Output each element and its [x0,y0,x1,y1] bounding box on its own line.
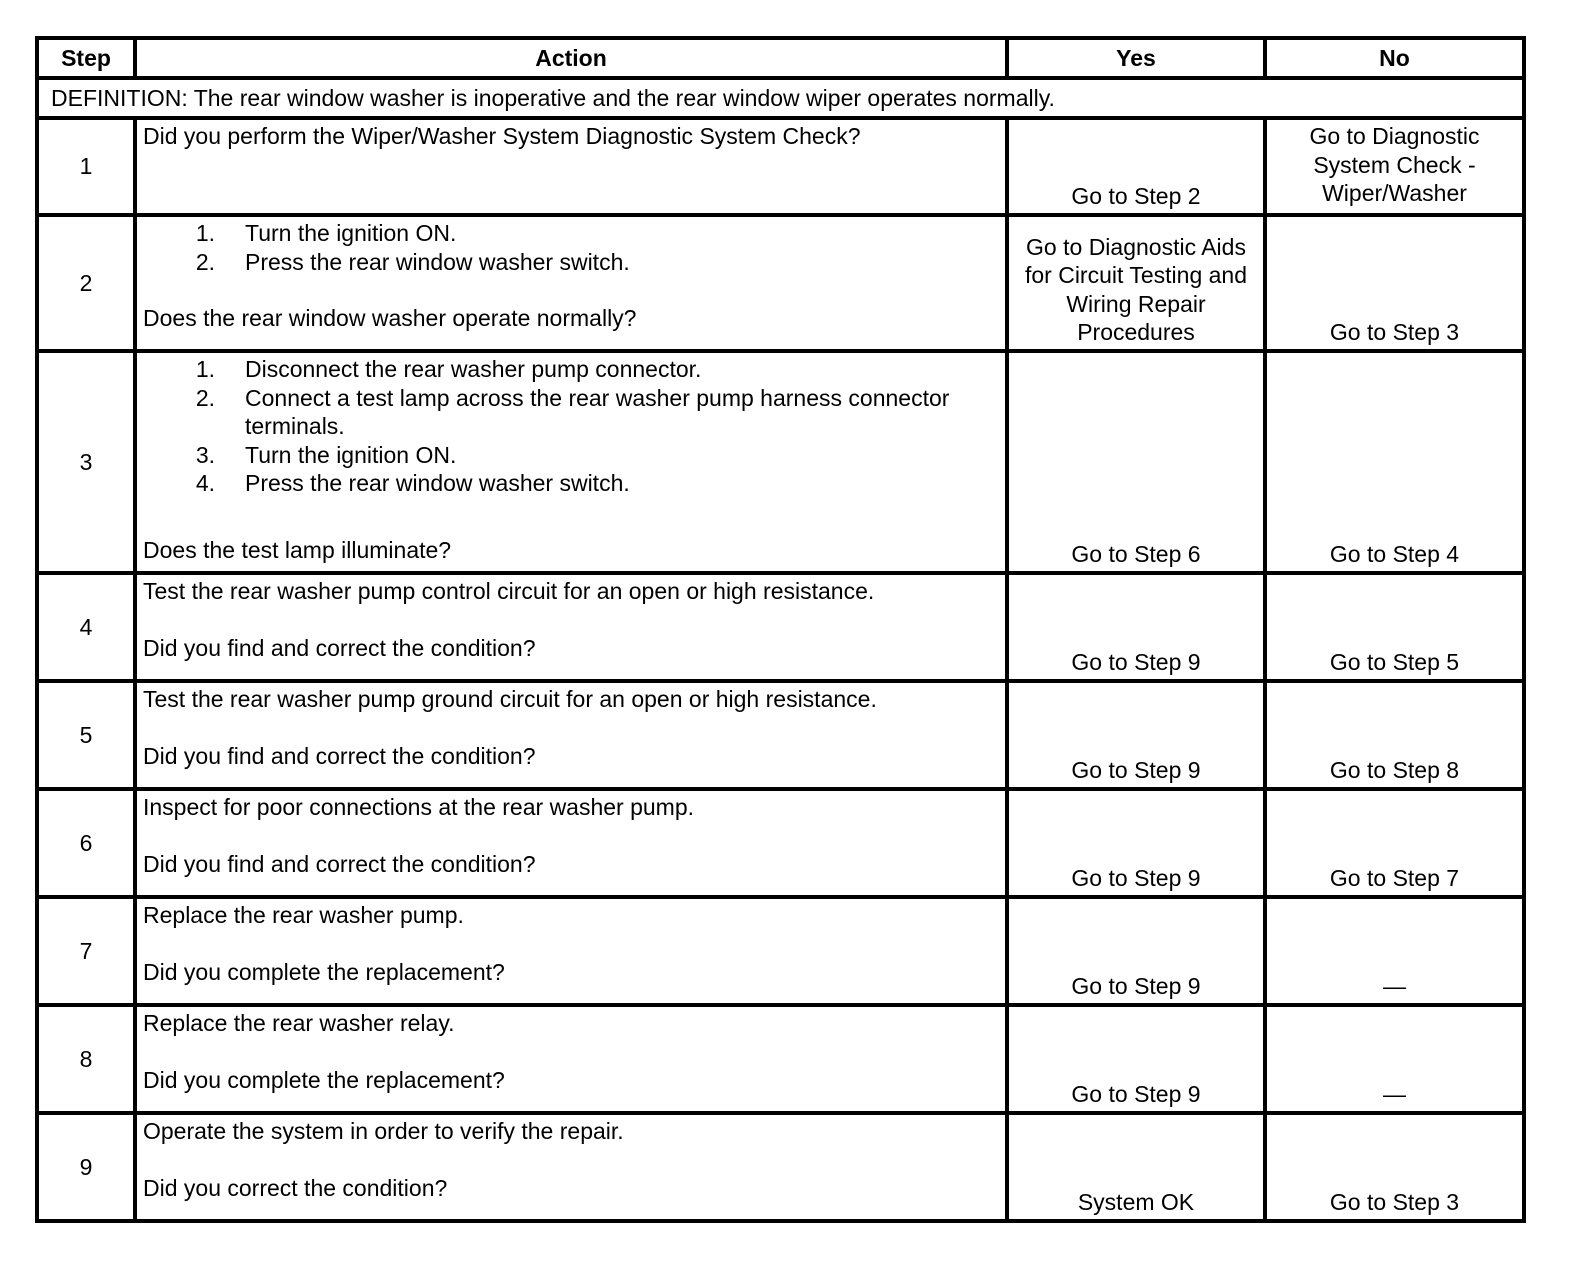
table-row [37,573,1524,681]
table-row [37,118,1524,215]
question-text: Did you correct the condition? [143,1174,448,1201]
yes-cell: Go to Step 9 [1007,1005,1265,1113]
header-action: Action [135,38,1007,78]
step-number: 6 [37,789,135,897]
table-row [37,351,1524,573]
step-number: 5 [37,681,135,789]
yes-cell: Go to Step 9 [1007,897,1265,1005]
definition-row [37,78,1524,118]
yes-cell: Go to Step 9 [1007,573,1265,681]
question-text: Did you find and correct the condition? [143,742,536,769]
yes-cell: Go to Step 9 [1007,789,1265,897]
question-text: Did you find and correct the condition? [143,850,536,877]
instruction-list [143,219,999,276]
action-cell [135,215,1007,351]
yes-cell: Go to Step 9 [1007,681,1265,789]
question-text: Did you find and correct the condition? [143,634,536,661]
action-text: Test the rear washer pump ground circuit for an open or high resistance. [143,686,877,712]
question-text: Does the rear window washer operate normally? [143,305,637,332]
action-cell [135,681,1007,789]
action-cell [135,897,1007,1005]
table-row [37,215,1524,351]
step-number: 7 [37,897,135,1005]
table-row [37,1005,1524,1113]
step-number: 4 [37,573,135,681]
header-row [37,38,1524,78]
action-text: Test the rear washer pump control circuit for an open or high resistance. [143,578,875,604]
no-cell: Go to Diagnostic System Check - Wiper/Washer [1265,118,1524,215]
action-cell [135,573,1007,681]
yes-cell: Go to Step 2 [1007,118,1265,215]
no-cell: — [1265,897,1524,1005]
yes-cell: Go to Step 6 [1007,351,1265,573]
no-cell: Go to Step 3 [1265,1113,1524,1221]
step-number: 3 [37,351,135,573]
step-number: 9 [37,1113,135,1221]
table-row [37,897,1524,1005]
action-cell [135,1113,1007,1221]
list-item: 1. Turn the ignition ON. [195,220,457,246]
no-cell: Go to Step 8 [1265,681,1524,789]
list-item: 2. Press the rear window washer switch. [195,248,630,275]
step-number: 1 [37,118,135,215]
action-cell [135,351,1007,573]
list-item: 3. Turn the ignition ON. [195,441,457,468]
diagnostic-table [35,36,1526,1223]
question-text: Did you complete the replacement? [143,1066,505,1093]
list-item: 2. Connect a test lamp across the rear washer pump harness connector terminals. [195,384,950,440]
action-text: Replace the rear washer relay. [143,1010,455,1036]
yes-cell: System OK [1007,1113,1265,1221]
no-cell: Go to Step 5 [1265,573,1524,681]
list-item: 1. Disconnect the rear washer pump connector. [195,356,702,382]
action-cell [135,789,1007,897]
action-text: Inspect for poor connections at the rear washer pump. [143,794,695,820]
table-row [37,789,1524,897]
step-number: 8 [37,1005,135,1113]
action-text: Operate the system in order to verify the repair. [143,1118,624,1144]
table-row [37,1113,1524,1221]
header-no: No [1265,38,1524,78]
list-item: 4. Press the rear window washer switch. [195,470,630,497]
action-cell [135,118,1007,215]
no-cell: Go to Step 3 [1265,215,1524,351]
no-cell: Go to Step 7 [1265,789,1524,897]
instruction-list [143,355,999,498]
action-text: Did you perform the Wiper/Washer System Diagnostic System Check? [143,123,861,149]
action-text: Replace the rear washer pump. [143,902,464,928]
yes-cell: Go to Diagnostic Aids for Circuit Testing and Wiring Repair Procedures [1007,215,1265,351]
no-cell: Go to Step 4 [1265,351,1524,573]
question-text: Did you complete the replacement? [143,958,505,985]
action-cell [135,1005,1007,1113]
definition-text: DEFINITION: The rear window washer is inoperative and the rear window wiper operates normally. [37,78,1524,118]
no-cell: — [1265,1005,1524,1113]
header-step: Step [37,38,135,78]
step-number: 2 [37,215,135,351]
question-text: Does the test lamp illuminate? [143,536,452,563]
table-row [37,681,1524,789]
header-yes: Yes [1007,38,1265,78]
